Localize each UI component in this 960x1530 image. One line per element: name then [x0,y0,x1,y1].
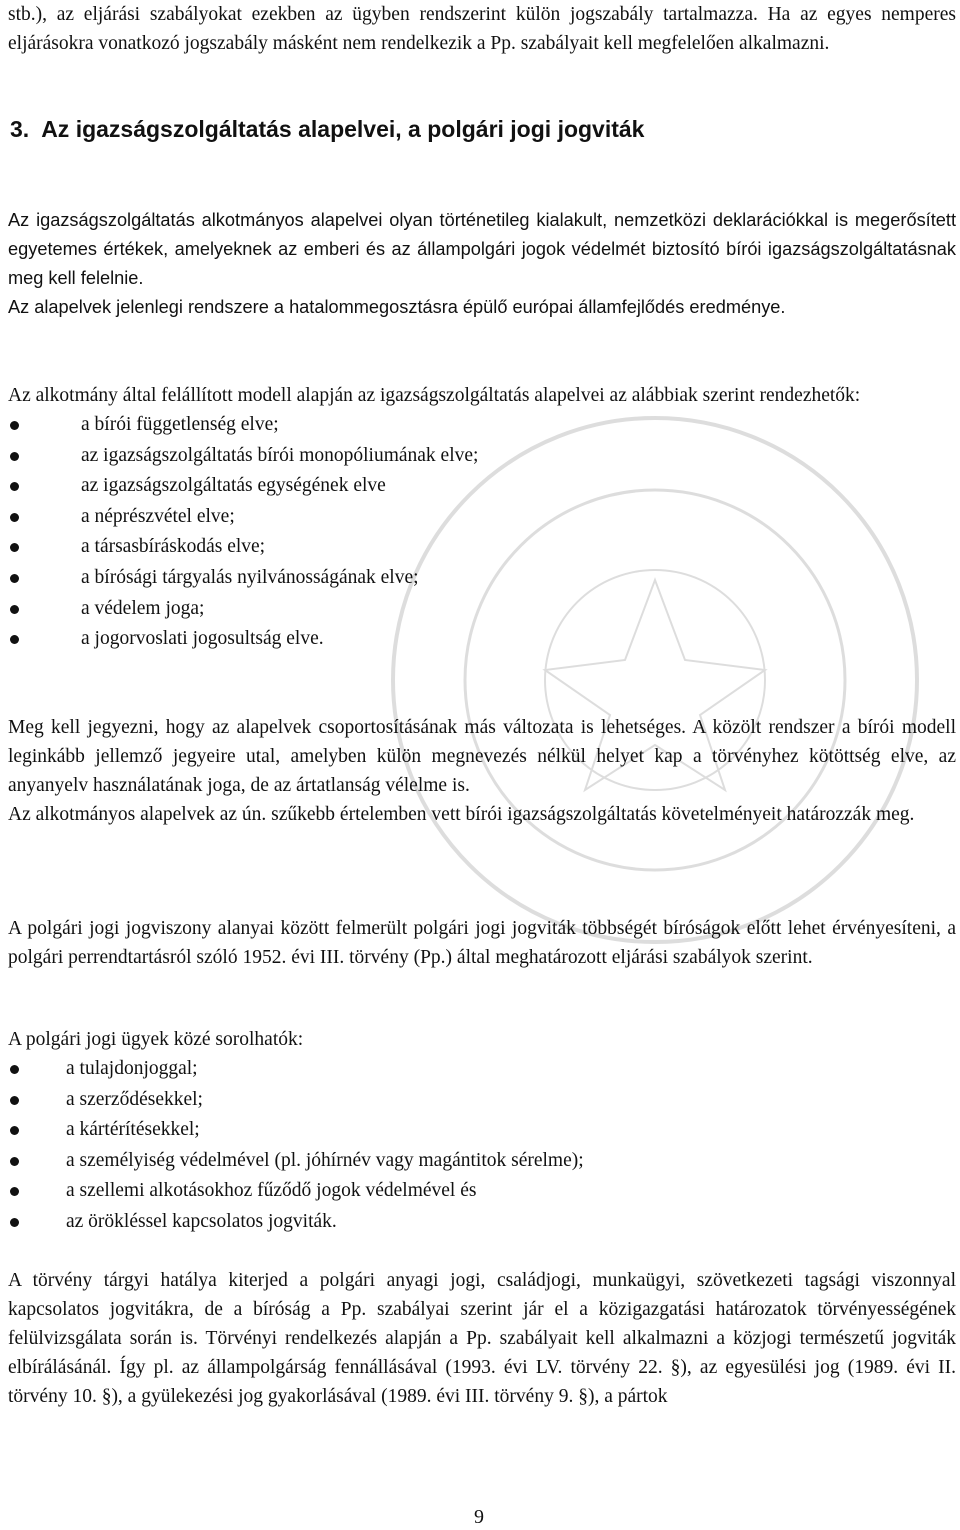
intro-block [8,206,956,322]
list-item: a néprészvétel elve; [8,502,956,533]
section-number: 3. [10,116,30,142]
top-paragraph-block [8,0,956,58]
seal-watermark-icon [385,410,925,950]
bullet-icon [10,1096,19,1105]
top-paragraph: stb.), az eljárási szabályokat ezekben az ügyben rendszerint külön jogszabály tartalmazza. Ha az egyes nemperes eljárásokra vonatkozó jogszabály másként nem rendelkezik a Pp. szabályait kell megfelelően alkalmazni. [8,4,956,54]
section-title: Az igazságszolgáltatás alapelvei, a polgári jogi jogviták [41,116,645,142]
list-item: az örökléssel kapcsolatos jogviták. [8,1207,956,1238]
cases-list [8,1054,956,1238]
bullet-icon [10,574,19,583]
civil-paragraph: A polgári jogi jogviszony alanyai között felmerült polgári jogi jogviták többségét bíróságok előtt lehet érvényesíteni, a polgári perrendtartásról szóló 1952. évi III. törvény (Pp.) által meghatározott eljárási szabályok szerint. [8,918,956,968]
list-item: a védelem joga; [8,594,956,625]
bullet-icon [10,513,19,522]
bullet-icon [10,635,19,644]
list-item: a társasbíráskodás elve; [8,532,956,563]
section-heading [10,116,644,143]
list-item: az igazságszolgáltatás bírói monopóliumának elve; [8,441,956,472]
bullet-icon [10,452,19,461]
list-item: a kártérítésekkel; [8,1115,956,1146]
scope-paragraph: A törvény tárgyi hatálya kiterjed a polgári anyagi jogi, családjogi, munkaügyi, szövetkezeti tagsági viszonnyal kapcsolatos jogvitákra, de a bíróság a Pp. szabályai szerint jár el a közigazgatási határozatok törvényességének felülvizsgálata során is. Törvényi rendelkezés alapján a Pp. szabályait kell alkalmazni a közjogi természetű jogviták elbírálásánál. Így pl. az állampolgárság fennállásával (1993. évi LV. törvény 22. §), az egyesülési jog (1989. évi II. törvény 10. §), a gyülekezési jog gyakorlásával (1989. évi III. törvény 9. §), a pártok [8,1270,956,1407]
cases-intro: A polgári jogi ügyek közé sorolhatók: [8,1029,304,1050]
intro-paragraph-2: Az alapelvek jelenlegi rendszere a hatalommegosztásra épülő európai államfejlődés eredménye. [8,297,786,317]
list-item: a jogorvoslati jogosultság elve. [8,624,956,655]
bullet-icon [10,1218,19,1227]
list-item: a szerződésekkel; [8,1085,956,1116]
intro-paragraph-1: Az igazságszolgáltatás alkotmányos alapelvei olyan történetileg kialakult, nemzetközi deklarációkkal is megerősített egyetemes értékek, amelyeknek az emberi és az állampolgári jogok védelmét biztosító bírói igazságszolgáltatásnak meg kell felelnie. [8,210,956,288]
list-item: a személyiség védelmével (pl. jóhírnév vagy magántitok sérelme); [8,1146,956,1177]
bullet-icon [10,1187,19,1196]
list-item: az igazságszolgáltatás egységének elve [8,471,956,502]
bullet-icon [10,543,19,552]
narrow-paragraph: Az alkotmányos alapelvek az ún. szűkebb értelemben vett bírói igazságszolgáltatás követelményeit határozzák meg. [8,804,915,825]
page-number: 9 [474,1506,484,1528]
scope-block [8,1266,956,1411]
bullet-icon [10,421,19,430]
list-item: a bírósági tárgyalás nyilvánosságának elve; [8,563,956,594]
bullet-icon [10,482,19,491]
bullet-icon [10,1065,19,1074]
model-paragraph: Az alkotmány által felállított modell alapján az igazságszolgáltatás alapelvei az alábbiak szerint rendezhetők: [8,385,861,406]
bullet-icon [10,1157,19,1166]
cases-block [8,1025,956,1238]
bullet-icon [10,605,19,614]
bullet-icon [10,1126,19,1135]
list-item: a szellemi alkotásokhoz fűződő jogok védelmével és [8,1176,956,1207]
note-paragraph: Meg kell jegyezni, hogy az alapelvek csoportosításának más változata is lehetséges. A közölt rendszer a bírói modell leginkább jellemző jegyeire utal, amelyben külön megnevezés nélkül helyet kap a törvényhez kötöttség elve, az anyanyelv használatának joga, de az ártatlanság vélelme is. [8,717,956,796]
list-item: a tulajdonjoggal; [8,1054,956,1085]
list-item: a bírói függetlenség elve; [8,410,956,441]
